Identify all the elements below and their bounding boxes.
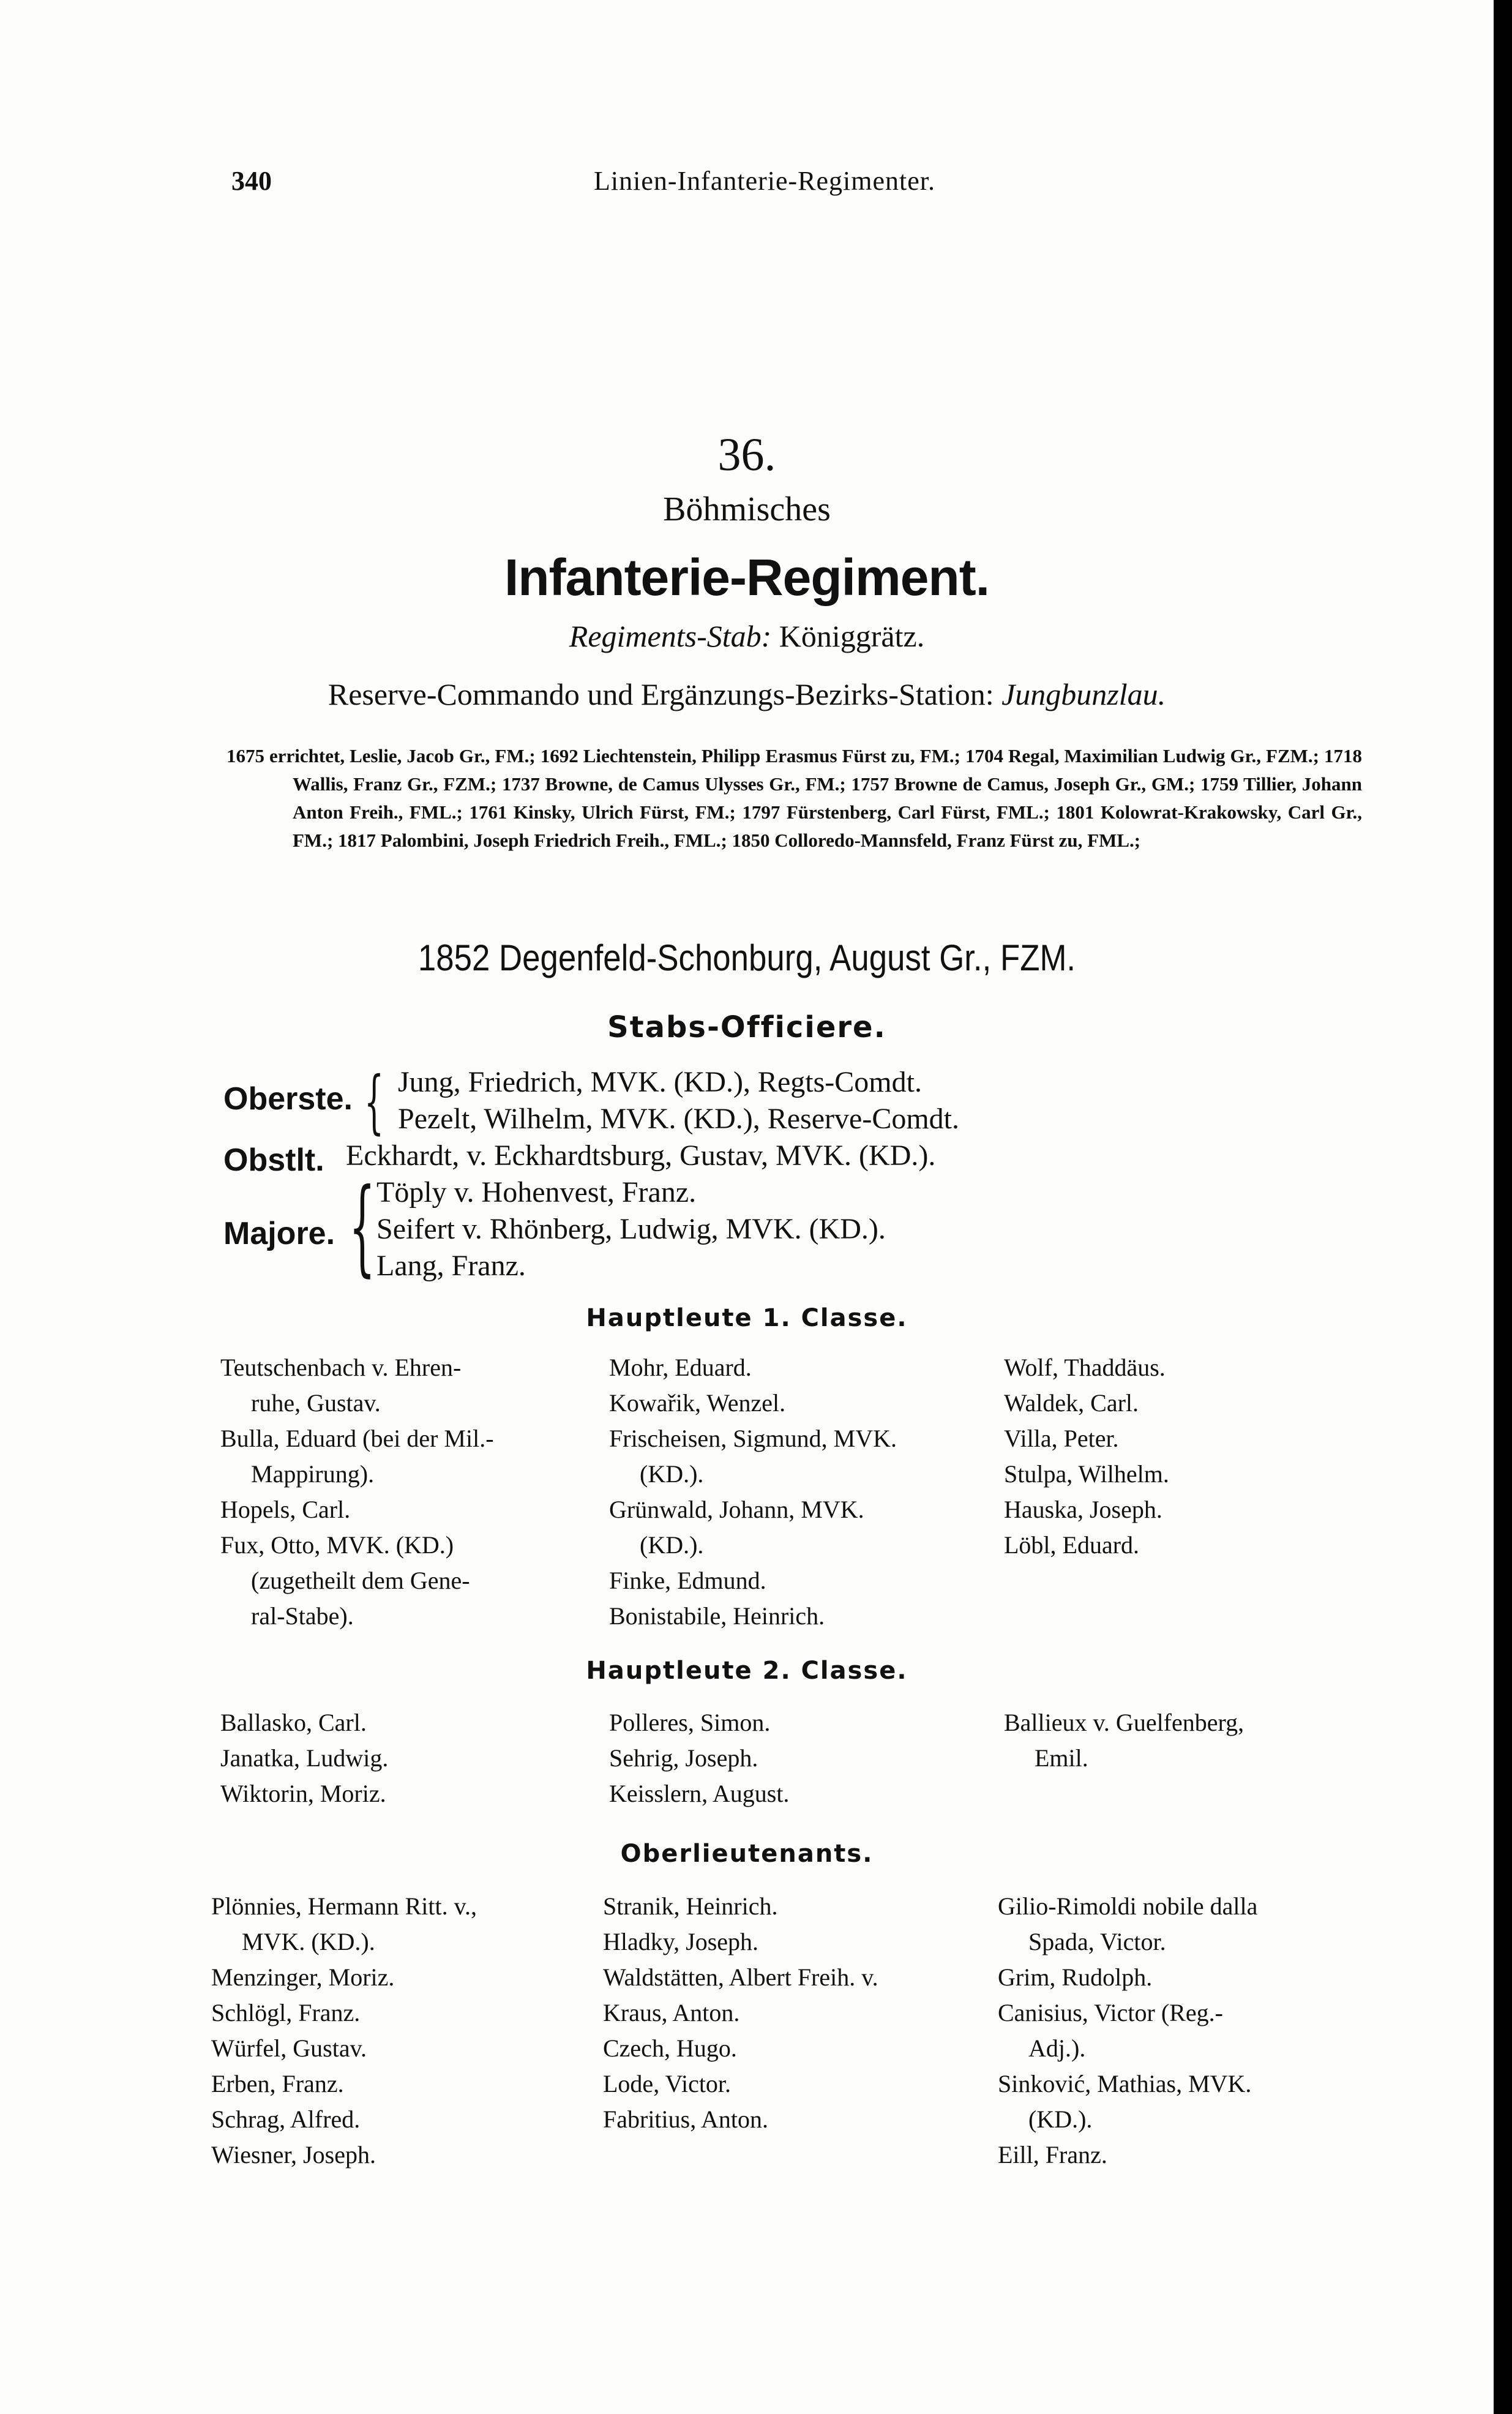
roster-entry: Finke, Edmund. (609, 1567, 766, 1594)
oberst-entry: Pezelt, Wilhelm, MVK. (KD.), Reserve-Comdt. (398, 1103, 960, 1135)
stabs-officiere-heading: Stabs-Officiere. (607, 1010, 886, 1044)
roster-continuation-line: Mappirung). (251, 1460, 375, 1488)
roster-entry: Mohr, Eduard. (609, 1354, 752, 1381)
hauptleute-2-column-1 (220, 1705, 388, 1812)
roster-entry: Ballieux v. Guelfenberg, (1004, 1709, 1244, 1736)
roster-entry: Schrag, Alfred. (211, 2105, 361, 2133)
regiment-land: Böhmisches (663, 490, 831, 528)
roster-entry: Polleres, Simon. (609, 1709, 771, 1736)
hauptleute-2-column-3 (1004, 1705, 1244, 1776)
oberlieutenants-column-2 (603, 1889, 878, 2137)
roster-entry: Sehrig, Joseph. (609, 1744, 758, 1772)
roster-entry: Eill, Franz. (998, 2141, 1107, 2168)
roster-entry: Bonistabile, Heinrich. (609, 1602, 825, 1630)
reserve-label: Reserve-Commando und Ergänzungs-Bezirks-Station: (327, 677, 994, 711)
roster-entry: Schlögl, Franz. (211, 1999, 361, 2026)
oberlieutenants-heading: Oberlieutenants. (620, 1840, 874, 1868)
roster-continuation-line: Adj.). (1028, 2034, 1086, 2062)
running-title: Linien-Infanterie-Regimenter. (594, 166, 935, 196)
oberlieutenants-column-3 (998, 1889, 1257, 2173)
roster-entry: Waldek, Carl. (1004, 1389, 1139, 1417)
roster-entry: Hopels, Carl. (220, 1496, 351, 1523)
major-entry: Lang, Franz. (376, 1250, 526, 1282)
roster-entry: Grim, Rudolph. (998, 1963, 1153, 1991)
roster-continuation-line: ruhe, Gustav. (251, 1389, 381, 1417)
roster-entry: Kowařik, Wenzel. (609, 1389, 786, 1417)
roster-continuation-line: ral-Stabe). (251, 1602, 354, 1630)
reserve-place: Jungbunzlau. (1001, 677, 1166, 711)
roster-entry: Fux, Otto, MVK. (KD.) (220, 1531, 454, 1559)
roster-entry: Fabritius, Anton. (603, 2105, 769, 2133)
majore-label: Majore. (223, 1216, 335, 1251)
regiment-title: Infanterie-Regiment. (504, 549, 990, 606)
roster-continuation-line: (KD.). (640, 1460, 704, 1488)
regiment-stab-line (0, 618, 1494, 654)
roster-entry: Hladky, Joseph. (603, 1928, 759, 1955)
hauptleute-2-heading: Hauptleute 2. Classe. (586, 1657, 908, 1685)
roster-entry: Plönnies, Hermann Ritt. v., (211, 1892, 477, 1920)
obstlt-entry: Eckhardt, v. Eckhardtsburg, Gustav, MVK. (KD.). (346, 1139, 936, 1172)
roster-entry: Erben, Franz. (211, 2070, 344, 2097)
majore-brace: { (349, 1166, 376, 1288)
roster-entry: Grünwald, Johann, MVK. (609, 1496, 864, 1523)
roster-entry: Stranik, Heinrich. (603, 1892, 778, 1920)
regiment-inhaber: 1852 Degenfeld-Schonburg, August Gr., FZM. (417, 937, 1076, 978)
roster-entry: Wiesner, Joseph. (211, 2141, 376, 2168)
roster-continuation-line: (KD.). (640, 1531, 704, 1559)
oberlieutenants-column-1 (211, 1889, 477, 2173)
hauptleute-2-column-2 (609, 1705, 789, 1812)
roster-entry: Canisius, Victor (Reg.- (998, 1999, 1223, 2026)
roster-entry: Löbl, Eduard. (1004, 1531, 1140, 1559)
obstlt-label: Obstlt. (223, 1142, 324, 1178)
hauptleute-1-heading: Hauptleute 1. Classe. (586, 1304, 908, 1332)
reserve-station-line (0, 677, 1494, 712)
roster-entry: Lode, Victor. (603, 2070, 732, 2097)
hauptleute-1-column-2 (609, 1350, 897, 1634)
roster-continuation-line: Spada, Victor. (1028, 1928, 1166, 1955)
roster-entry: Bulla, Eduard (bei der Mil.- (220, 1425, 494, 1452)
history-paragraph: 1675 errichtet, Leslie, Jacob Gr., FM.; 1692 Liechtenstein, Philipp Erasmus Fürst zu, FM.; 1704 Regal, Maximilian Ludwig Gr., FZM.; 1718 Wallis, Franz Gr., FZM.; 1737 Browne, de Camus Ulysses Gr., FM.; 1757 Browne de Camus, Joseph Gr., GM.; 1759 Tillier, Johann Anton Freih., FML.; 1761 Kinsky, Ulrich Fürst, FM.; 1797 Fürstenberg, Carl Fürst, FML.; 1801 Kolowrat-Krakowsky, Carl Gr., FM.; 1817 Palombini, Joseph Friedrich Freih., FML.; 1850 Colloredo-Mannsfeld, Franz Fürst zu, FML.; (226, 745, 1362, 851)
roster-entry: Wiktorin, Moriz. (220, 1780, 386, 1807)
roster-entry: Gilio-Rimoldi nobile dalla (998, 1892, 1258, 1920)
roster-entry: Czech, Hugo. (603, 2034, 737, 2062)
roster-entry: Würfel, Gustav. (211, 2034, 367, 2062)
roster-continuation-line: (KD.). (1028, 2105, 1093, 2133)
major-entry: Seifert v. Rhönberg, Ludwig, MVK. (KD.). (376, 1213, 886, 1245)
oberst-entry: Jung, Friedrich, MVK. (KD.), Regts-Comdt. (398, 1066, 922, 1098)
oberste-label: Oberste. (223, 1081, 353, 1117)
hauptleute-1-column-1 (220, 1350, 494, 1634)
major-entry: Töply v. Hohenvest, Franz. (376, 1176, 697, 1209)
roster-entry: Kraus, Anton. (603, 1999, 740, 2026)
regiment-number: 36. (717, 429, 776, 481)
stab-label: Regiments-Stab: (569, 619, 772, 653)
oberste-brace: { (364, 1062, 384, 1142)
roster-entry: Hauska, Joseph. (1004, 1496, 1162, 1523)
roster-continuation-line: MVK. (KD.). (242, 1928, 375, 1955)
roster-entry: Frischeisen, Sigmund, MVK. (609, 1425, 897, 1452)
roster-entry: Ballasko, Carl. (220, 1709, 367, 1736)
regiment-history (226, 742, 1362, 855)
roster-entry: Janatka, Ludwig. (220, 1744, 389, 1772)
roster-continuation-line: Emil. (1035, 1744, 1088, 1772)
hauptleute-1-column-3 (1004, 1350, 1169, 1563)
roster-entry: Wolf, Thaddäus. (1004, 1354, 1166, 1381)
roster-entry: Waldstätten, Albert Freih. v. (603, 1963, 878, 1991)
stab-place: Königgrätz. (779, 619, 925, 653)
roster-entry: Sinković, Mathias, MVK. (998, 2070, 1252, 2097)
roster-entry: Teutschenbach v. Ehren- (220, 1354, 462, 1381)
roster-entry: Villa, Peter. (1004, 1425, 1119, 1452)
roster-entry: Menzinger, Moriz. (211, 1963, 395, 1991)
roster-entry: Stulpa, Wilhelm. (1004, 1460, 1169, 1488)
page-number: 340 (231, 166, 272, 196)
roster-entry: Keisslern, August. (609, 1780, 790, 1807)
roster-continuation-line: (zugetheilt dem Gene- (251, 1567, 470, 1594)
